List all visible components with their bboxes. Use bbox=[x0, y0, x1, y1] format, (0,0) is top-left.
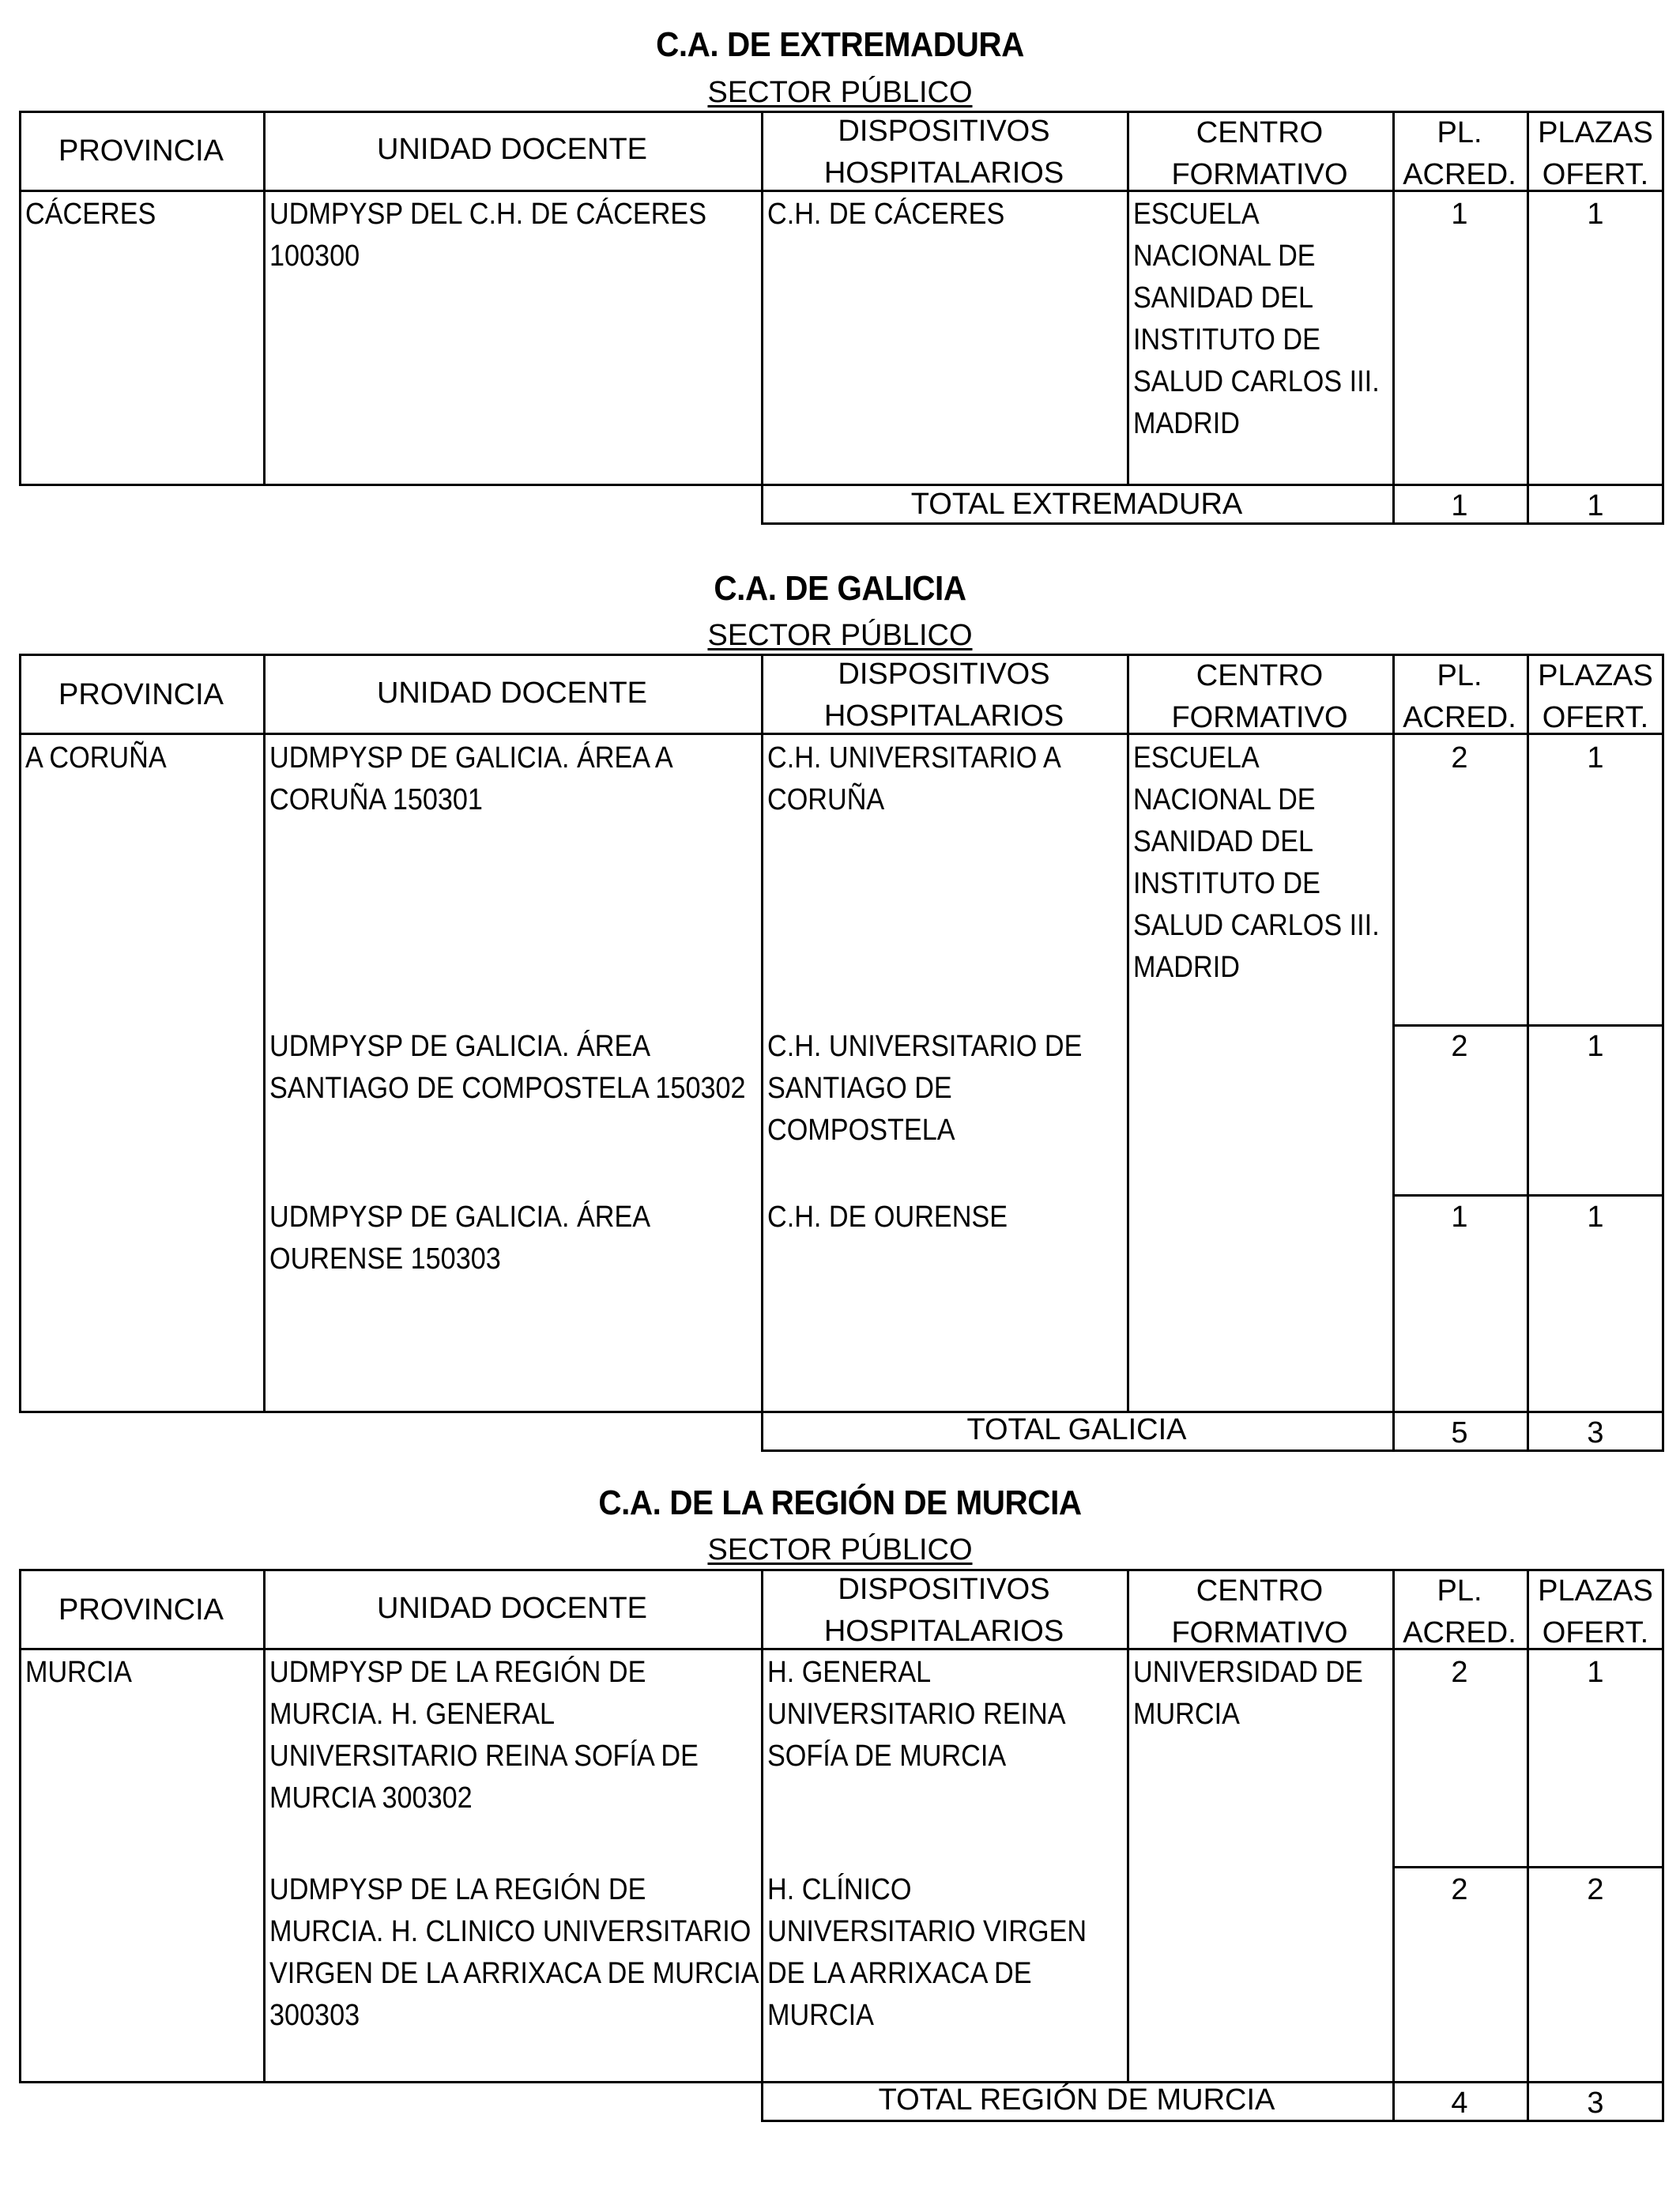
plazas-ofert-cell: 1 bbox=[1587, 1656, 1604, 1689]
murcia-sector: SECTOR PÚBLICO bbox=[707, 1533, 973, 1566]
total-plazas-ofert: 1 bbox=[1587, 489, 1604, 522]
header-pl-acred: PL. ACRED. bbox=[1403, 116, 1516, 191]
galicia-title: C.A. DE GALICIA bbox=[714, 569, 966, 608]
dispositivo-cell: C.H. UNIVERSITARIO DE SANTIAGO DE COMPOSTELA bbox=[767, 1030, 1083, 1147]
header-provincia: PROVINCIA bbox=[58, 678, 224, 711]
header-plazas-ofert: PLAZAS OFERT. bbox=[1538, 1574, 1653, 1649]
total-plazas-ofert: 3 bbox=[1587, 2087, 1604, 2120]
centro-formativo-cell: UNIVERSIDAD DE MURCIA bbox=[1133, 1656, 1363, 1731]
header-centro: CENTRO FORMATIVO bbox=[1171, 659, 1348, 734]
unidad-docente-cell: UDMPYSP DE GALICIA. ÁREA OURENSE 150303 bbox=[269, 1201, 651, 1276]
unidad-docente-cell: UDMPYSP DE GALICIA. ÁREA SANTIAGO DE COMPOSTELA 150302 bbox=[269, 1030, 746, 1105]
centro-formativo-cell: ESCUELA NACIONAL DE SANIDAD DEL INSTITUTO DE SALUD CARLOS III. MADRID bbox=[1133, 741, 1380, 984]
total-label: TOTAL REGIÓN DE MURCIA bbox=[878, 2083, 1275, 2117]
pl-acred-cell: 2 bbox=[1451, 741, 1468, 775]
dispositivo-cell: H. CLÍNICO UNIVERSITARIO VIRGEN DE LA ARRIXACA DE MURCIA bbox=[767, 1873, 1087, 2032]
extremadura-sector: SECTOR PÚBLICO bbox=[707, 76, 973, 109]
header-plazas-ofert: PLAZAS OFERT. bbox=[1538, 116, 1653, 191]
dispositivo-cell: C.H. DE OURENSE bbox=[767, 1201, 1008, 1234]
total-label: TOTAL GALICIA bbox=[966, 1413, 1187, 1446]
galicia-sector: SECTOR PÚBLICO bbox=[707, 619, 973, 652]
header-pl-acred: PL. ACRED. bbox=[1403, 1574, 1516, 1649]
unidad-docente-cell: UDMPYSP DE GALICIA. ÁREA A CORUÑA 150301 bbox=[269, 741, 673, 816]
pl-acred-cell: 1 bbox=[1451, 198, 1468, 231]
plazas-ofert-cell: 2 bbox=[1587, 1873, 1604, 1906]
centro-formativo-cell: ESCUELA NACIONAL DE SANIDAD DEL INSTITUTO DE SALUD CARLOS III. MADRID bbox=[1133, 198, 1380, 440]
dispositivo-cell: C.H. UNIVERSITARIO A CORUÑA bbox=[767, 741, 1061, 816]
murcia-title: C.A. DE LA REGIÓN DE MURCIA bbox=[598, 1483, 1082, 1522]
header-centro: CENTRO FORMATIVO bbox=[1171, 1574, 1348, 1649]
header-dispositivos: DISPOSITIVOS HOSPITALARIOS bbox=[823, 115, 1064, 190]
unidad-docente-cell: UDMPYSP DEL C.H. DE CÁCERES 100300 bbox=[269, 198, 707, 273]
plazas-ofert-cell: 1 bbox=[1587, 198, 1604, 231]
header-provincia: PROVINCIA bbox=[58, 1593, 224, 1627]
header-provincia: PROVINCIA bbox=[58, 134, 224, 168]
unidad-docente-cell: UDMPYSP DE LA REGIÓN DE MURCIA. H. CLINICO UNIVERSITARIO VIRGEN DE LA ARRIXACA DE MURCIA 300303 bbox=[269, 1873, 759, 2032]
pl-acred-cell: 2 bbox=[1451, 1873, 1468, 1906]
dispositivo-cell: H. GENERAL UNIVERSITARIO REINA SOFÍA DE MURCIA bbox=[767, 1656, 1066, 1773]
header-dispositivos: DISPOSITIVOS HOSPITALARIOS bbox=[823, 658, 1064, 733]
header-centro: CENTRO FORMATIVO bbox=[1171, 116, 1348, 191]
total-label: TOTAL EXTREMADURA bbox=[910, 488, 1243, 521]
pl-acred-cell: 2 bbox=[1451, 1656, 1468, 1689]
total-pl-acred: 1 bbox=[1451, 489, 1468, 522]
pl-acred-cell: 1 bbox=[1451, 1201, 1468, 1234]
pl-acred-cell: 2 bbox=[1451, 1030, 1468, 1063]
provincia-cell: CÁCERES bbox=[25, 198, 156, 231]
header-plazas-ofert: PLAZAS OFERT. bbox=[1538, 659, 1653, 734]
provincia-cell: MURCIA bbox=[25, 1656, 132, 1689]
header-unidad-docente: UNIDAD DOCENTE bbox=[376, 1592, 648, 1625]
plazas-ofert-cell: 1 bbox=[1587, 1201, 1604, 1234]
dispositivo-cell: C.H. DE CÁCERES bbox=[767, 198, 1005, 231]
total-pl-acred: 4 bbox=[1451, 2087, 1468, 2120]
header-dispositivos: DISPOSITIVOS HOSPITALARIOS bbox=[823, 1573, 1064, 1648]
provincia-cell: A CORUÑA bbox=[25, 741, 167, 775]
header-unidad-docente: UNIDAD DOCENTE bbox=[376, 677, 648, 710]
total-plazas-ofert: 3 bbox=[1587, 1416, 1604, 1449]
plazas-ofert-cell: 1 bbox=[1587, 1030, 1604, 1063]
extremadura-title: C.A. DE EXTREMADURA bbox=[656, 25, 1024, 64]
total-pl-acred: 5 bbox=[1451, 1416, 1468, 1449]
plazas-ofert-cell: 1 bbox=[1587, 741, 1604, 775]
header-unidad-docente: UNIDAD DOCENTE bbox=[376, 133, 648, 166]
header-pl-acred: PL. ACRED. bbox=[1403, 659, 1516, 734]
unidad-docente-cell: UDMPYSP DE LA REGIÓN DE MURCIA. H. GENERAL UNIVERSITARIO REINA SOFÍA DE MURCIA 300302 bbox=[269, 1656, 699, 1815]
